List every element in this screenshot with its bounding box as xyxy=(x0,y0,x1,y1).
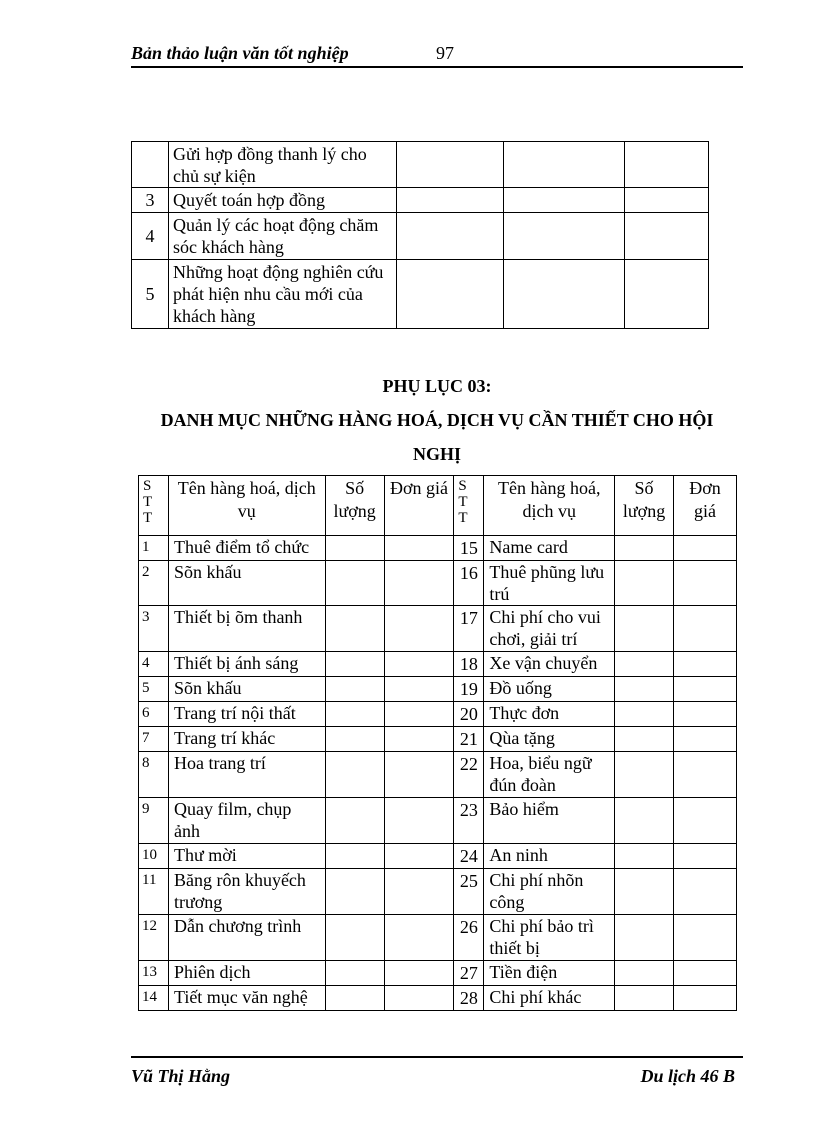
item-name: An ninh xyxy=(484,844,615,869)
empty-cell xyxy=(396,188,504,213)
empty-cell xyxy=(325,986,384,1011)
empty-cell xyxy=(674,536,737,561)
item-name: Hoa trang trí xyxy=(168,752,325,798)
item-name: Băng rôn khuyếch trương xyxy=(168,869,325,915)
table-row xyxy=(132,188,709,213)
empty-cell xyxy=(384,536,454,561)
empty-cell xyxy=(615,727,674,752)
table-row xyxy=(139,986,737,1011)
item-name: Trang trí nội thất xyxy=(168,702,325,727)
empty-cell xyxy=(625,260,709,329)
row-number: 13 xyxy=(139,961,169,986)
goods-services-table xyxy=(138,475,737,1011)
quantity-header: Số lượng xyxy=(615,476,674,536)
row-number: 2 xyxy=(139,561,169,606)
empty-cell xyxy=(384,752,454,798)
empty-cell xyxy=(396,213,504,260)
empty-cell xyxy=(384,869,454,915)
empty-cell xyxy=(615,869,674,915)
empty-cell xyxy=(674,752,737,798)
table-row xyxy=(132,213,709,260)
item-name: Dẫn chương trình xyxy=(168,915,325,961)
row-number: 22 xyxy=(454,752,484,798)
empty-cell xyxy=(625,213,709,260)
item-name: Phiên dịch xyxy=(168,961,325,986)
table-row xyxy=(139,752,737,798)
item-name: Hoa, biểu ngữ đún đoàn xyxy=(484,752,615,798)
empty-cell xyxy=(384,727,454,752)
empty-cell xyxy=(384,606,454,652)
table-row xyxy=(139,844,737,869)
table-row xyxy=(139,961,737,986)
empty-cell xyxy=(325,752,384,798)
stt-header: S T T xyxy=(139,476,169,536)
row-number: 27 xyxy=(454,961,484,986)
table-row xyxy=(139,702,737,727)
empty-cell xyxy=(504,213,625,260)
empty-cell xyxy=(615,606,674,652)
item-name: Chi phí khác xyxy=(484,986,615,1011)
row-number: 10 xyxy=(139,844,169,869)
empty-cell xyxy=(384,844,454,869)
empty-cell xyxy=(615,961,674,986)
item-name: Sõn khấu xyxy=(168,561,325,606)
empty-cell xyxy=(384,986,454,1011)
table-row xyxy=(139,652,737,677)
empty-cell xyxy=(396,142,504,188)
empty-cell xyxy=(325,677,384,702)
row-number: 7 xyxy=(139,727,169,752)
appendix-title: PHỤ LỤC 03: xyxy=(382,376,492,396)
item-name: Tiết mục văn nghệ xyxy=(168,986,325,1011)
empty-cell xyxy=(615,652,674,677)
price-header: Đơn giá xyxy=(384,476,454,536)
empty-cell xyxy=(674,727,737,752)
row-number: 25 xyxy=(454,869,484,915)
table-row xyxy=(139,677,737,702)
item-name: Quay film, chụp ảnh xyxy=(168,798,325,844)
empty-cell xyxy=(674,702,737,727)
item-name: Thuê điểm tổ chức xyxy=(168,536,325,561)
empty-cell xyxy=(674,869,737,915)
empty-cell xyxy=(384,961,454,986)
row-number: 18 xyxy=(454,652,484,677)
empty-cell xyxy=(384,798,454,844)
row-number: 20 xyxy=(454,702,484,727)
table-row xyxy=(139,536,737,561)
empty-cell xyxy=(625,188,709,213)
row-number: 14 xyxy=(139,986,169,1011)
row-number: 26 xyxy=(454,915,484,961)
task-description: Quyết toán hợp đồng xyxy=(168,188,396,213)
item-name: Chi phí nhõn công xyxy=(484,869,615,915)
item-name: Name card xyxy=(484,536,615,561)
item-name: Thư mời xyxy=(168,844,325,869)
empty-cell xyxy=(615,561,674,606)
empty-cell xyxy=(615,844,674,869)
price-header: Đơn giá xyxy=(674,476,737,536)
page-footer xyxy=(131,1056,743,1088)
row-number: 11 xyxy=(139,869,169,915)
row-number: 21 xyxy=(454,727,484,752)
row-number: 15 xyxy=(454,536,484,561)
row-number: 5 xyxy=(139,677,169,702)
empty-cell xyxy=(325,652,384,677)
empty-cell xyxy=(615,702,674,727)
item-name: Thiết bị õm thanh xyxy=(168,606,325,652)
row-number: 4 xyxy=(139,652,169,677)
empty-cell xyxy=(325,844,384,869)
appendix-subtitle-line1: DANH MỤC NHỮNG HÀNG HOÁ, DỊCH VỤ CẦN THIẾT CHO HỘI xyxy=(160,410,714,430)
empty-cell xyxy=(625,142,709,188)
task-description: Những hoạt động nghiên cứu phát hiện nhu cầu mới của khách hàng xyxy=(168,260,396,329)
item-name: Thiết bị ánh sáng xyxy=(168,652,325,677)
empty-cell xyxy=(674,986,737,1011)
empty-cell xyxy=(384,652,454,677)
empty-cell xyxy=(325,561,384,606)
item-name: Sõn khấu xyxy=(168,677,325,702)
table-row xyxy=(139,606,737,652)
table-row xyxy=(132,142,709,188)
empty-cell xyxy=(674,961,737,986)
empty-cell xyxy=(615,677,674,702)
row-number: 24 xyxy=(454,844,484,869)
empty-cell xyxy=(504,260,625,329)
row-number xyxy=(132,142,169,188)
empty-cell xyxy=(615,915,674,961)
table-row xyxy=(139,727,737,752)
row-number: 12 xyxy=(139,915,169,961)
quantity-header: Số lượng xyxy=(325,476,384,536)
empty-cell xyxy=(325,702,384,727)
row-number: 3 xyxy=(139,606,169,652)
document-title: Bản thảo luận văn tốt nghiệp xyxy=(131,43,349,63)
empty-cell xyxy=(674,844,737,869)
empty-cell xyxy=(615,536,674,561)
empty-cell xyxy=(384,561,454,606)
empty-cell xyxy=(384,915,454,961)
row-number: 4 xyxy=(132,213,169,260)
item-name: Thuê phũng lưu trú xyxy=(484,561,615,606)
empty-cell xyxy=(325,961,384,986)
table-row xyxy=(132,260,709,329)
row-number: 3 xyxy=(132,188,169,213)
item-name: Bảo hiểm xyxy=(484,798,615,844)
empty-cell xyxy=(325,727,384,752)
item-name: Trang trí khác xyxy=(168,727,325,752)
empty-cell xyxy=(384,677,454,702)
empty-cell xyxy=(504,188,625,213)
continued-task-table xyxy=(131,141,709,329)
empty-cell xyxy=(674,652,737,677)
item-name: Chi phí bảo trì thiết bị xyxy=(484,915,615,961)
item-name: Thực đơn xyxy=(484,702,615,727)
table-row xyxy=(139,561,737,606)
item-name: Đồ uống xyxy=(484,677,615,702)
row-number: 6 xyxy=(139,702,169,727)
table-row xyxy=(139,798,737,844)
empty-cell xyxy=(615,986,674,1011)
item-name: Tiền điện xyxy=(484,961,615,986)
empty-cell xyxy=(615,752,674,798)
page-header xyxy=(131,40,743,68)
empty-cell xyxy=(674,677,737,702)
appendix-subtitle-line2: NGHỊ xyxy=(412,444,461,464)
task-description: Gửi hợp đồng thanh lý cho chủ sự kiện xyxy=(168,142,396,188)
table-row xyxy=(139,915,737,961)
row-number: 23 xyxy=(454,798,484,844)
item-name: Xe vận chuyển xyxy=(484,652,615,677)
item-name: Chi phí cho vui chơi, giải trí xyxy=(484,606,615,652)
empty-cell xyxy=(325,798,384,844)
empty-cell xyxy=(325,606,384,652)
name-header: Tên hàng hoá, dịch vụ xyxy=(168,476,325,536)
name-header: Tên hàng hoá, dịch vụ xyxy=(484,476,615,536)
empty-cell xyxy=(325,915,384,961)
empty-cell xyxy=(325,869,384,915)
empty-cell xyxy=(396,260,504,329)
row-number: 5 xyxy=(132,260,169,329)
empty-cell xyxy=(325,536,384,561)
header-row xyxy=(139,476,737,536)
row-number: 8 xyxy=(139,752,169,798)
author-name: Vũ Thị Hằng xyxy=(131,1066,231,1086)
empty-cell xyxy=(674,915,737,961)
empty-cell xyxy=(674,798,737,844)
row-number: 9 xyxy=(139,798,169,844)
empty-cell xyxy=(674,561,737,606)
stt-header: S T T xyxy=(454,476,484,536)
class-name: Du lịch 46 B xyxy=(640,1066,735,1086)
row-number: 1 xyxy=(139,536,169,561)
row-number: 17 xyxy=(454,606,484,652)
empty-cell xyxy=(674,606,737,652)
row-number: 16 xyxy=(454,561,484,606)
task-description: Quản lý các hoạt động chăm sóc khách hàng xyxy=(168,213,396,260)
empty-cell xyxy=(615,798,674,844)
row-number: 19 xyxy=(454,677,484,702)
empty-cell xyxy=(504,142,625,188)
table-row xyxy=(139,869,737,915)
empty-cell xyxy=(384,702,454,727)
item-name: Qùa tặng xyxy=(484,727,615,752)
page-number: 97 xyxy=(436,43,454,63)
row-number: 28 xyxy=(454,986,484,1011)
